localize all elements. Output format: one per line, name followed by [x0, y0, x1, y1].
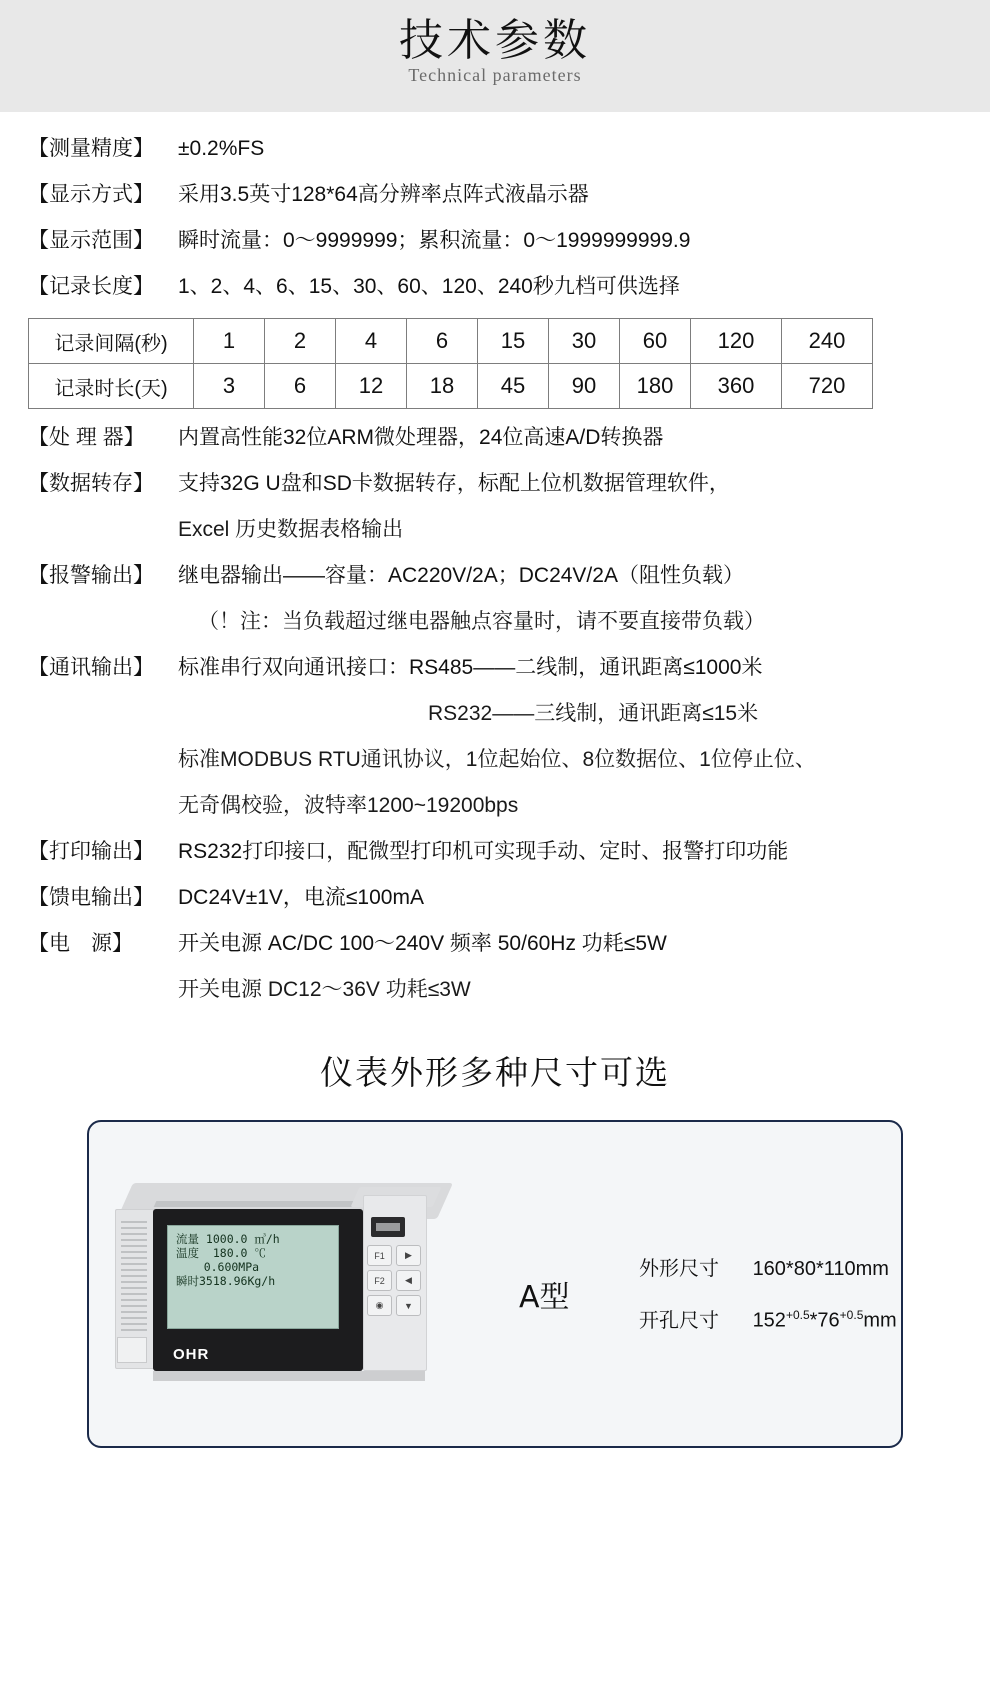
table-cell: 6: [407, 319, 478, 364]
key-button: ▼: [396, 1295, 421, 1316]
device-connector: [117, 1337, 147, 1363]
record-interval-table: [28, 318, 873, 409]
table-row-header: 记录间隔(秒): [29, 319, 194, 364]
table-cell: 3: [194, 364, 265, 409]
spec-row-power: [28, 929, 962, 959]
spec-label: 【测量精度】: [28, 137, 154, 160]
device-keys: [367, 1245, 425, 1316]
spec-label: 【处 理 器】: [28, 426, 145, 449]
page-title-en: Technical parameters: [408, 65, 582, 85]
device-bottom-edge: [153, 1371, 425, 1381]
table-cell: 6: [265, 364, 336, 409]
dimension-cut-label: 开孔尺寸: [639, 1309, 719, 1332]
spec-value: RS232打印接口，配微型打印机可实现手动、定时、报警打印功能: [178, 840, 789, 863]
spec-label: 【电 源】: [28, 932, 133, 955]
lcd-line-instant: 瞬时3518.96Kg/h: [176, 1274, 276, 1288]
spec-subline-baud: [28, 791, 962, 821]
dimension-cut-row: [639, 1292, 897, 1344]
key-button: ◉: [367, 1295, 392, 1316]
dimension-outer-row: [639, 1246, 897, 1292]
table-cell: 15: [478, 319, 549, 364]
lcd-line-pressure: 0.600MPa: [176, 1260, 260, 1274]
spec-label: 【显示方式】: [28, 183, 154, 206]
table-cell: 12: [336, 364, 407, 409]
spec-subline-data-transfer: [28, 515, 962, 545]
spec-subvalue: 开关电源 DC12～36V 功耗≤3W: [178, 978, 471, 1001]
spec-row-comm-output: [28, 653, 962, 683]
spec-label: 【馈电输出】: [28, 886, 154, 909]
key-button: F2: [367, 1270, 392, 1291]
spec-value: 1、2、4、6、15、30、60、120、240秒九档可供选择: [178, 275, 680, 298]
spec-subline-power-dc: [28, 975, 962, 1005]
spec-subline-rs232: [28, 699, 962, 729]
spec-row-display-range: [28, 226, 962, 256]
page-title-cn: 技术参数: [399, 15, 591, 66]
dimension-outer-label: 外形尺寸: [639, 1258, 719, 1280]
spec-row-data-transfer: [28, 469, 962, 499]
spec-subvalue: 标准MODBUS RTU通讯协议，1位起始位、8位数据位、1位停止位、: [178, 748, 816, 771]
key-button: ▶: [396, 1245, 421, 1266]
product-panel: [87, 1120, 903, 1448]
table-cell: 720: [782, 364, 873, 409]
spec-value: 采用3.5英寸128*64高分辨率点阵式液晶示器: [178, 183, 589, 206]
table-cell: 120: [691, 319, 782, 364]
lcd-line-flow: 流量 1000.0 ㎥/h: [176, 1232, 280, 1246]
dimension-cut-value: 152: [752, 1309, 786, 1332]
table-cell: 2: [265, 319, 336, 364]
key-button: F1: [367, 1245, 392, 1266]
device-type-label: A型: [519, 1280, 570, 1315]
spec-label: 【显示范围】: [28, 229, 154, 252]
device-lcd-screen: [167, 1225, 339, 1329]
key-button: ◀: [396, 1270, 421, 1291]
page-header: [0, 0, 990, 112]
spec-value: 继电器输出——容量：AC220V/2A；DC24V/2A（阻性负载）: [178, 564, 744, 587]
spec-row-alarm-output: [28, 561, 962, 591]
spec-value: DC24V±1V，电流≤100mA: [178, 886, 424, 909]
table-cell: 60: [620, 319, 691, 364]
table-cell: 240: [782, 319, 873, 364]
spec-label: 【记录长度】: [28, 275, 154, 298]
spec-subvalue: Excel 历史数据表格输出: [178, 518, 404, 541]
device-front-face: [153, 1209, 363, 1371]
spec-subvalue: 无奇偶校验，波特率1200~19200bps: [178, 794, 519, 817]
table-cell: 1: [194, 319, 265, 364]
table-row: [29, 364, 873, 409]
table-cell: 30: [549, 319, 620, 364]
table-cell: 360: [691, 364, 782, 409]
device-vents: [121, 1221, 147, 1331]
table-row: [29, 319, 873, 364]
spec-label: 【数据转存】: [28, 472, 154, 495]
spec-value: 瞬时流量：0～9999999；累积流量：0～1999999999.9: [178, 229, 691, 252]
section-title-sizes: 仪表外形多种尺寸可选: [320, 1053, 670, 1092]
spec-label: 【通讯输出】: [28, 656, 154, 679]
lcd-line-temperature: 温度 180.0 ℃: [176, 1246, 266, 1260]
spec-row-feed-output: [28, 883, 962, 913]
spec-row-processor: [28, 423, 962, 453]
dimension-outer-value: 160*80*110mm: [752, 1258, 889, 1280]
spec-list: [0, 112, 990, 1005]
device-illustration: [115, 1179, 475, 1389]
device-brand-logo: OHR: [173, 1346, 210, 1363]
dimension-cut-unit: mm: [863, 1309, 897, 1332]
dimension-cut-tolerance-1: +0.5: [785, 1308, 810, 1322]
table-row-header: 记录时长(天): [29, 364, 194, 409]
spec-value: ±0.2%FS: [178, 137, 265, 160]
spec-label: 【报警输出】: [28, 564, 154, 587]
table-cell: 18: [407, 364, 478, 409]
spec-value: 开关电源 AC/DC 100～240V 频率 50/60Hz 功耗≤5W: [178, 932, 667, 955]
spec-subvalue: （！注：当负载超过继电器触点容量时，请不要直接带负载）: [198, 610, 765, 633]
table-cell: 4: [336, 319, 407, 364]
usb-port-icon: [371, 1217, 405, 1237]
table-cell: 180: [620, 364, 691, 409]
dimension-cut-tolerance-2: +0.5: [839, 1308, 864, 1322]
spec-row-accuracy: [28, 134, 962, 164]
table-cell: 90: [549, 364, 620, 409]
spec-row-print-output: [28, 837, 962, 867]
spec-row-record-length: [28, 272, 962, 302]
spec-value: 内置高性能32位ARM微处理器，24位高速A/D转换器: [178, 426, 664, 449]
spec-label: 【打印输出】: [28, 840, 154, 863]
spec-value: 标准串行双向通讯接口：RS485——二线制，通讯距离≤1000米: [178, 656, 763, 679]
spec-subvalue: RS232——三线制，通讯距离≤15米: [428, 702, 759, 725]
spec-value: 支持32G U盘和SD卡数据转存，标配上位机数据管理软件，: [178, 472, 730, 495]
device-dimensions: [639, 1246, 897, 1344]
spec-row-display-mode: [28, 180, 962, 210]
dimension-cut-mid: *76: [809, 1309, 840, 1332]
spec-subline-modbus: [28, 745, 962, 775]
table-cell: 45: [478, 364, 549, 409]
spec-subline-alarm-note: [28, 607, 962, 637]
